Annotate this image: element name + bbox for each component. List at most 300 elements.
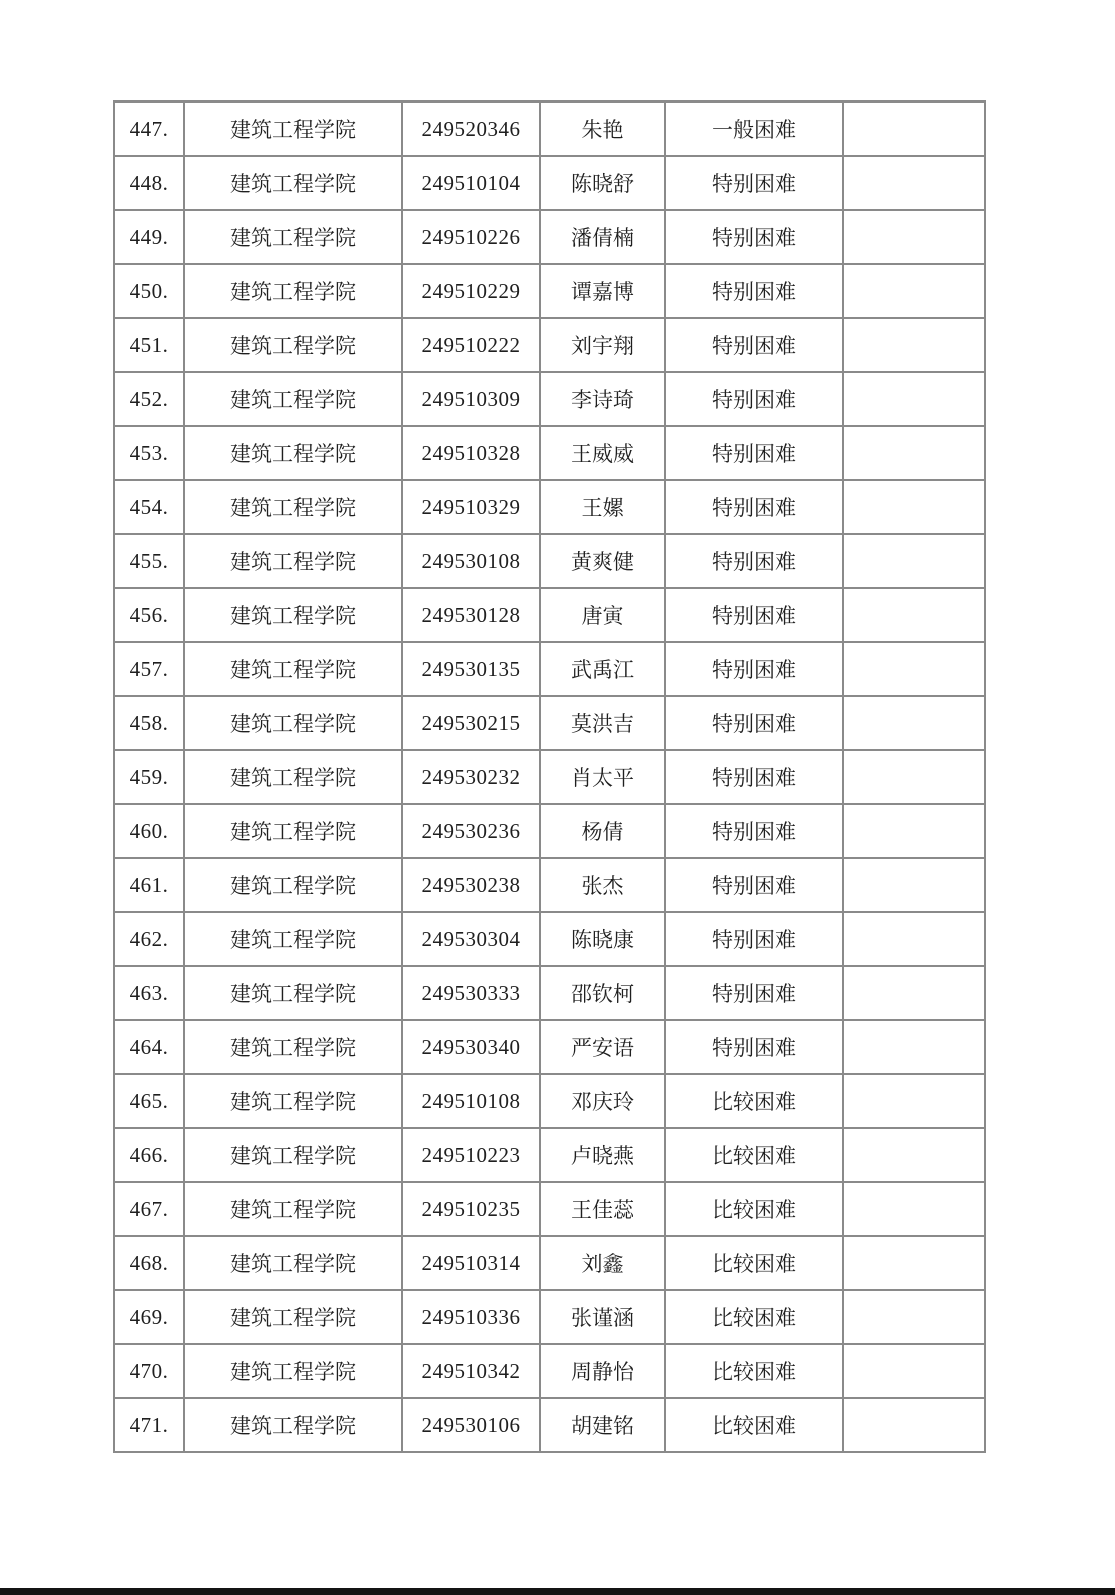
college-name: 建筑工程学院 <box>230 1198 356 1222</box>
row-index-cell <box>114 588 184 642</box>
name-cell <box>540 534 665 588</box>
row-index: 453. <box>129 440 169 465</box>
student-id-cell <box>402 1020 540 1074</box>
note-cell <box>843 750 985 804</box>
student-name: 武禹江 <box>571 658 634 682</box>
note-cell <box>843 912 985 966</box>
row-index: 465. <box>129 1088 169 1113</box>
student-id: 249530215 <box>421 710 521 735</box>
student-id: 249510229 <box>421 278 521 303</box>
student-id-cell <box>402 372 540 426</box>
college-cell <box>184 480 402 534</box>
category-cell <box>665 264 843 318</box>
college-cell <box>184 318 402 372</box>
student-id: 249510328 <box>421 440 521 465</box>
student-id-cell <box>402 264 540 318</box>
row-index-cell <box>114 1128 184 1182</box>
note-cell <box>843 1020 985 1074</box>
college-cell <box>184 264 402 318</box>
student-id-cell <box>402 966 540 1020</box>
student-id-cell <box>402 534 540 588</box>
student-name: 潘倩楠 <box>571 226 634 250</box>
note-cell <box>843 264 985 318</box>
row-index: 460. <box>129 818 169 843</box>
student-name: 朱艳 <box>581 118 624 142</box>
student-id-cell <box>402 156 540 210</box>
row-index-cell <box>114 1020 184 1074</box>
student-id-cell <box>402 1128 540 1182</box>
student-name: 陈晓康 <box>571 928 634 952</box>
category-cell <box>665 318 843 372</box>
college-cell <box>184 858 402 912</box>
difficulty-category: 比较困难 <box>712 1198 796 1222</box>
college-name: 建筑工程学院 <box>230 334 356 358</box>
row-index-cell <box>114 480 184 534</box>
student-id: 249520346 <box>421 116 521 141</box>
student-id-cell <box>402 750 540 804</box>
student-id-cell <box>402 858 540 912</box>
college-name: 建筑工程学院 <box>230 982 356 1006</box>
name-cell <box>540 156 665 210</box>
college-cell <box>184 1128 402 1182</box>
college-name: 建筑工程学院 <box>230 658 356 682</box>
category-cell <box>665 588 843 642</box>
student-name: 严安语 <box>571 1036 634 1060</box>
student-name: 邓庆玲 <box>571 1090 634 1114</box>
name-cell <box>540 372 665 426</box>
table-row <box>114 264 985 318</box>
college-cell <box>184 588 402 642</box>
difficulty-category: 特别困难 <box>712 982 796 1006</box>
college-name: 建筑工程学院 <box>230 1306 356 1330</box>
table-row <box>114 696 985 750</box>
note-cell <box>843 1236 985 1290</box>
college-cell <box>184 1344 402 1398</box>
student-table-body <box>114 102 985 1453</box>
student-name: 周静怡 <box>571 1360 634 1384</box>
college-cell <box>184 912 402 966</box>
student-id-cell <box>402 696 540 750</box>
student-id: 249510222 <box>421 332 521 357</box>
college-name: 建筑工程学院 <box>230 226 356 250</box>
row-index: 469. <box>129 1304 169 1329</box>
name-cell <box>540 1020 665 1074</box>
table-row <box>114 480 985 534</box>
student-id: 249510309 <box>421 386 521 411</box>
student-id: 249510223 <box>421 1142 521 1167</box>
category-cell <box>665 966 843 1020</box>
student-name: 王佳蕊 <box>571 1198 634 1222</box>
note-cell <box>843 534 985 588</box>
note-cell <box>843 966 985 1020</box>
college-cell <box>184 102 402 157</box>
category-cell <box>665 1236 843 1290</box>
college-cell <box>184 750 402 804</box>
college-name: 建筑工程学院 <box>230 820 356 844</box>
row-index-cell <box>114 534 184 588</box>
student-id-cell <box>402 318 540 372</box>
difficulty-category: 特别困难 <box>712 334 796 358</box>
category-cell <box>665 1290 843 1344</box>
college-name: 建筑工程学院 <box>230 1090 356 1114</box>
row-index: 470. <box>129 1358 169 1383</box>
row-index: 454. <box>129 494 169 519</box>
bottom-edge-bar <box>0 1588 1115 1595</box>
row-index-cell <box>114 156 184 210</box>
table-row <box>114 102 985 157</box>
student-id: 249510108 <box>421 1088 521 1113</box>
college-cell <box>184 804 402 858</box>
name-cell <box>540 1182 665 1236</box>
name-cell <box>540 966 665 1020</box>
student-name: 邵钦柯 <box>571 982 634 1006</box>
note-cell <box>843 318 985 372</box>
college-name: 建筑工程学院 <box>230 712 356 736</box>
row-index-cell <box>114 318 184 372</box>
student-id: 249510314 <box>421 1250 521 1275</box>
table-row <box>114 858 985 912</box>
college-name: 建筑工程学院 <box>230 1036 356 1060</box>
row-index-cell <box>114 1074 184 1128</box>
student-id: 249530340 <box>421 1034 521 1059</box>
table-row <box>114 372 985 426</box>
note-cell <box>843 372 985 426</box>
difficulty-category: 特别困难 <box>712 388 796 412</box>
student-id-cell <box>402 804 540 858</box>
table-row <box>114 1128 985 1182</box>
note-cell <box>843 426 985 480</box>
college-cell <box>184 534 402 588</box>
difficulty-category: 特别困难 <box>712 874 796 898</box>
row-index: 449. <box>129 224 169 249</box>
row-index: 461. <box>129 872 169 897</box>
student-id: 249530108 <box>421 548 521 573</box>
note-cell <box>843 1182 985 1236</box>
note-cell <box>843 1290 985 1344</box>
category-cell <box>665 1398 843 1452</box>
student-id: 249510226 <box>421 224 521 249</box>
category-cell <box>665 912 843 966</box>
student-id-cell <box>402 1290 540 1344</box>
student-id: 249510104 <box>421 170 521 195</box>
student-name: 刘宇翔 <box>571 334 634 358</box>
category-cell <box>665 534 843 588</box>
row-index-cell <box>114 1398 184 1452</box>
table-row <box>114 912 985 966</box>
note-cell <box>843 210 985 264</box>
table-row <box>114 804 985 858</box>
college-cell <box>184 1236 402 1290</box>
category-cell <box>665 1128 843 1182</box>
student-id: 249510329 <box>421 494 521 519</box>
name-cell <box>540 426 665 480</box>
student-id-cell <box>402 1182 540 1236</box>
college-cell <box>184 426 402 480</box>
student-aid-table <box>113 100 986 1453</box>
row-index: 464. <box>129 1034 169 1059</box>
name-cell <box>540 642 665 696</box>
college-cell <box>184 642 402 696</box>
category-cell <box>665 1020 843 1074</box>
difficulty-category: 一般困难 <box>712 118 796 142</box>
student-id-cell <box>402 912 540 966</box>
table-row <box>114 1290 985 1344</box>
student-id-cell <box>402 480 540 534</box>
note-cell <box>843 1128 985 1182</box>
category-cell <box>665 426 843 480</box>
name-cell <box>540 1074 665 1128</box>
student-name: 黄爽健 <box>571 550 634 574</box>
student-id-cell <box>402 1344 540 1398</box>
table-row <box>114 318 985 372</box>
difficulty-category: 比较困难 <box>712 1414 796 1438</box>
note-cell <box>843 1074 985 1128</box>
college-name: 建筑工程学院 <box>230 496 356 520</box>
college-cell <box>184 210 402 264</box>
difficulty-category: 特别困难 <box>712 442 796 466</box>
college-cell <box>184 1182 402 1236</box>
difficulty-category: 特别困难 <box>712 280 796 304</box>
row-index-cell <box>114 1236 184 1290</box>
name-cell <box>540 1398 665 1452</box>
student-name: 王威威 <box>571 442 634 466</box>
row-index: 455. <box>129 548 169 573</box>
college-name: 建筑工程学院 <box>230 442 356 466</box>
row-index: 466. <box>129 1142 169 1167</box>
college-cell <box>184 1398 402 1452</box>
note-cell <box>843 1344 985 1398</box>
difficulty-category: 特别困难 <box>712 928 796 952</box>
student-name: 王嫘 <box>581 496 624 520</box>
row-index: 457. <box>129 656 169 681</box>
student-id-cell <box>402 588 540 642</box>
student-name: 谭嘉博 <box>571 280 634 304</box>
row-index: 456. <box>129 602 169 627</box>
row-index-cell <box>114 858 184 912</box>
name-cell <box>540 480 665 534</box>
college-cell <box>184 966 402 1020</box>
table-row <box>114 750 985 804</box>
difficulty-category: 特别困难 <box>712 550 796 574</box>
student-id: 249530135 <box>421 656 521 681</box>
row-index: 462. <box>129 926 169 951</box>
name-cell <box>540 102 665 157</box>
category-cell <box>665 1182 843 1236</box>
category-cell <box>665 480 843 534</box>
row-index: 471. <box>129 1412 169 1437</box>
row-index: 451. <box>129 332 169 357</box>
name-cell <box>540 696 665 750</box>
table-row <box>114 966 985 1020</box>
table-row <box>114 1344 985 1398</box>
difficulty-category: 比较困难 <box>712 1144 796 1168</box>
table-row <box>114 642 985 696</box>
table-row <box>114 1182 985 1236</box>
difficulty-category: 特别困难 <box>712 604 796 628</box>
category-cell <box>665 210 843 264</box>
row-index-cell <box>114 372 184 426</box>
college-cell <box>184 1074 402 1128</box>
row-index-cell <box>114 912 184 966</box>
college-name: 建筑工程学院 <box>230 280 356 304</box>
student-name: 莫洪吉 <box>571 712 634 736</box>
student-id: 249530128 <box>421 602 521 627</box>
student-id-cell <box>402 642 540 696</box>
college-name: 建筑工程学院 <box>230 766 356 790</box>
row-index: 463. <box>129 980 169 1005</box>
row-index-cell <box>114 1182 184 1236</box>
name-cell <box>540 858 665 912</box>
note-cell <box>843 156 985 210</box>
name-cell <box>540 588 665 642</box>
college-name: 建筑工程学院 <box>230 388 356 412</box>
college-name: 建筑工程学院 <box>230 1360 356 1384</box>
row-index: 450. <box>129 278 169 303</box>
row-index: 458. <box>129 710 169 735</box>
name-cell <box>540 1290 665 1344</box>
college-cell <box>184 696 402 750</box>
note-cell <box>843 696 985 750</box>
college-cell <box>184 372 402 426</box>
student-id: 249510235 <box>421 1196 521 1221</box>
difficulty-category: 比较困难 <box>712 1252 796 1276</box>
name-cell <box>540 750 665 804</box>
table-row <box>114 588 985 642</box>
college-name: 建筑工程学院 <box>230 1252 356 1276</box>
category-cell <box>665 696 843 750</box>
row-index: 452. <box>129 386 169 411</box>
row-index: 448. <box>129 170 169 195</box>
difficulty-category: 特别困难 <box>712 658 796 682</box>
difficulty-category: 比较困难 <box>712 1306 796 1330</box>
student-name: 肖太平 <box>571 766 634 790</box>
category-cell <box>665 372 843 426</box>
college-name: 建筑工程学院 <box>230 550 356 574</box>
row-index-cell <box>114 426 184 480</box>
student-id: 249510336 <box>421 1304 521 1329</box>
difficulty-category: 特别困难 <box>712 172 796 196</box>
student-name: 杨倩 <box>581 820 624 844</box>
table-row <box>114 426 985 480</box>
row-index-cell <box>114 1344 184 1398</box>
difficulty-category: 特别困难 <box>712 226 796 250</box>
category-cell <box>665 102 843 157</box>
student-id: 249530333 <box>421 980 521 1005</box>
row-index-cell <box>114 696 184 750</box>
student-id-cell <box>402 1398 540 1452</box>
student-id: 249530236 <box>421 818 521 843</box>
category-cell <box>665 1344 843 1398</box>
category-cell <box>665 642 843 696</box>
table-row <box>114 156 985 210</box>
student-id: 249530238 <box>421 872 521 897</box>
table-row <box>114 1074 985 1128</box>
row-index-cell <box>114 102 184 157</box>
student-id: 249510342 <box>421 1358 521 1383</box>
note-cell <box>843 804 985 858</box>
row-index: 467. <box>129 1196 169 1221</box>
note-cell <box>843 1398 985 1452</box>
college-name: 建筑工程学院 <box>230 604 356 628</box>
table-row <box>114 1398 985 1452</box>
name-cell <box>540 318 665 372</box>
row-index-cell <box>114 804 184 858</box>
difficulty-category: 特别困难 <box>712 820 796 844</box>
student-id-cell <box>402 1074 540 1128</box>
college-cell <box>184 156 402 210</box>
name-cell <box>540 1344 665 1398</box>
student-name: 陈晓舒 <box>571 172 634 196</box>
name-cell <box>540 1128 665 1182</box>
row-index-cell <box>114 966 184 1020</box>
category-cell <box>665 156 843 210</box>
student-id: 249530304 <box>421 926 521 951</box>
college-name: 建筑工程学院 <box>230 1414 356 1438</box>
row-index-cell <box>114 750 184 804</box>
note-cell <box>843 642 985 696</box>
category-cell <box>665 804 843 858</box>
college-name: 建筑工程学院 <box>230 1144 356 1168</box>
college-cell <box>184 1290 402 1344</box>
row-index: 447. <box>129 116 169 141</box>
student-id-cell <box>402 210 540 264</box>
difficulty-category: 特别困难 <box>712 1036 796 1060</box>
row-index-cell <box>114 1290 184 1344</box>
student-id: 249530232 <box>421 764 521 789</box>
college-name: 建筑工程学院 <box>230 172 356 196</box>
student-name: 张杰 <box>581 874 624 898</box>
student-id-cell <box>402 102 540 157</box>
name-cell <box>540 210 665 264</box>
category-cell <box>665 1074 843 1128</box>
difficulty-category: 比较困难 <box>712 1360 796 1384</box>
difficulty-category: 特别困难 <box>712 766 796 790</box>
student-name: 唐寅 <box>581 604 624 628</box>
note-cell <box>843 480 985 534</box>
difficulty-category: 特别困难 <box>712 496 796 520</box>
table-row <box>114 1020 985 1074</box>
student-name: 李诗琦 <box>571 388 634 412</box>
note-cell <box>843 102 985 157</box>
college-name: 建筑工程学院 <box>230 118 356 142</box>
student-id-cell <box>402 426 540 480</box>
table-row <box>114 1236 985 1290</box>
row-index-cell <box>114 210 184 264</box>
table-row <box>114 534 985 588</box>
row-index-cell <box>114 642 184 696</box>
row-index: 459. <box>129 764 169 789</box>
name-cell <box>540 912 665 966</box>
category-cell <box>665 750 843 804</box>
student-id: 249530106 <box>421 1412 521 1437</box>
name-cell <box>540 264 665 318</box>
note-cell <box>843 588 985 642</box>
name-cell <box>540 804 665 858</box>
row-index: 468. <box>129 1250 169 1275</box>
college-name: 建筑工程学院 <box>230 874 356 898</box>
college-cell <box>184 1020 402 1074</box>
note-cell <box>843 858 985 912</box>
difficulty-category: 特别困难 <box>712 712 796 736</box>
college-name: 建筑工程学院 <box>230 928 356 952</box>
difficulty-category: 比较困难 <box>712 1090 796 1114</box>
student-id-cell <box>402 1236 540 1290</box>
category-cell <box>665 858 843 912</box>
student-name: 张谨涵 <box>571 1306 634 1330</box>
student-name: 卢晓燕 <box>571 1144 634 1168</box>
student-name: 胡建铭 <box>571 1414 634 1438</box>
row-index-cell <box>114 264 184 318</box>
